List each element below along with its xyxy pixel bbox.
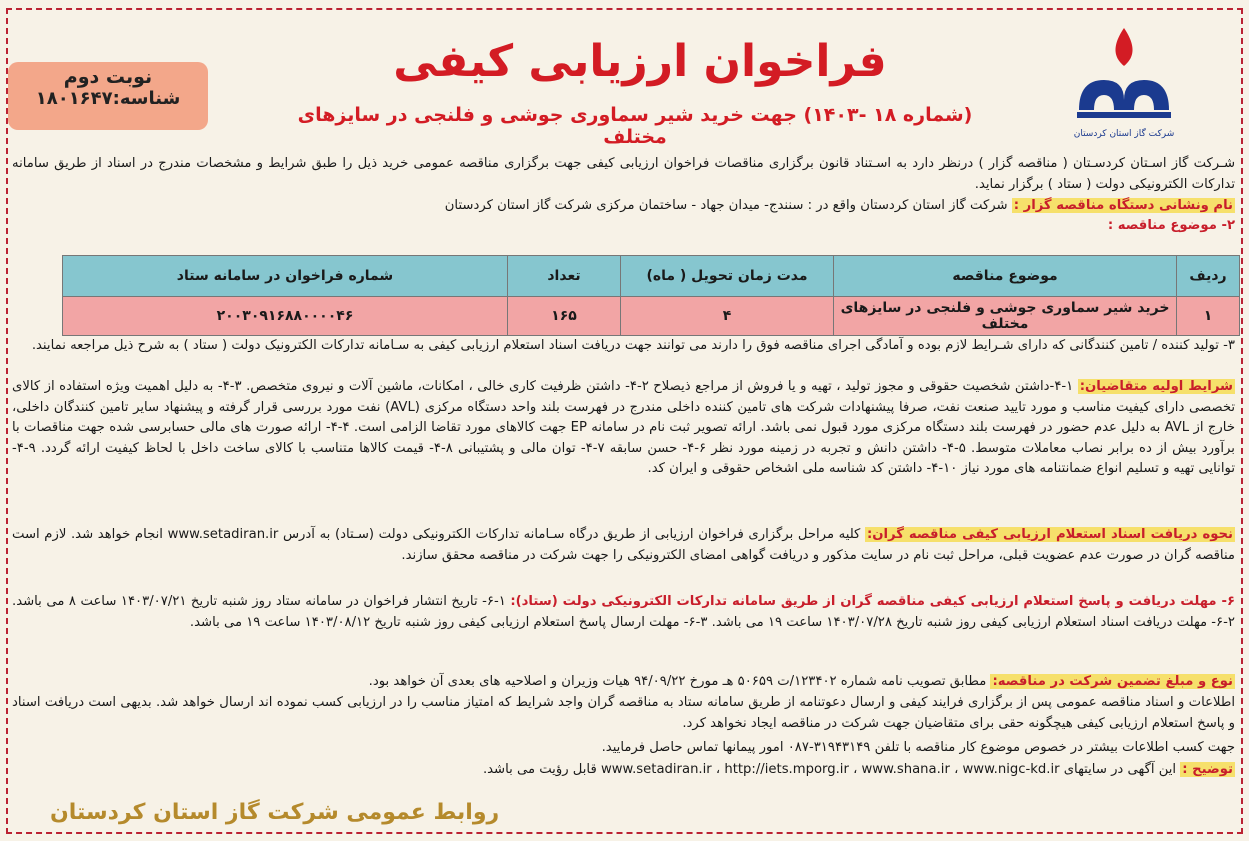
section-3-text: ۳- تولید کننده / تامین کنندگانی که دارای شـرایط لازم بوده و آمادگی اجرای مناقصه فوق را دارند می توانند جهت دریافت اسناد استعلام ارزیابی کیفی به سـامانه تدارکات الکترونیک دولت ( ستاد ) به شرح ذیل مراجعه نمایند.	[31, 338, 1235, 353]
section-4	[12, 377, 1235, 480]
note-heading: توضیح :	[1182, 762, 1233, 777]
note-text: این آگهی در سایتهای www.setadiran.ir ، http://iets.mporg.ir ، www.shana.ir ، www.nigc-kd.ir قابل رؤیت می باشد.	[482, 762, 1177, 777]
col-delivery: مدت زمان تحویل ( ماه)	[621, 256, 834, 297]
intro-text: شـرکت گاز اسـتان کردسـتان ( مناقصه گزار ) درنظر دارد به اسـتناد قانون برگزاری مناقصات فراخوان ارزیابی کیفی جهت برگزاری مناقصه عمومی خرید ذیل را طبق شرایط و مشخصات مندرج در اسناد از طریق سامانه تدارکات الکترونیکی دولت ( ستاد ) برگزار نماید.	[12, 156, 1235, 192]
cell-row: ۱	[1177, 297, 1240, 336]
col-quantity: تعداد	[508, 256, 621, 297]
paragraph-8-text: اطلاعات و اسناد مناقصه عمومی پس از برگزاری فرایند کیفی و ارسال دعوتنامه از طریق سامانه ستاد به مناقصه گران واجد شرایط که امتیاز مناسب را در ارزیابی کسب نموده اند ارسال خواهد شد. بدیهی است دریافت اسناد و پاسخ استعلام ارزیابی کیفی هیچگونه حقی برای متقاضیان جهت شرکت در مناقصه ایجاد نخواهد کرد.	[12, 695, 1235, 731]
section-5-text: کلیه مراحل برگزاری فراخوان ارزیابی از طریق درگاه سـامانه تدارکات الکترونیکی دولت (سـتاد) به آدرس www.setadiran.ir انجام خواهد شد. لازم است مناقصه گران در صورت عدم عضویت قبلی، مراحل ثبت نام در سایت مذکور و دریافت گواهی امضای الکترونیکی را جهت شرکت در مناقصه محقق سازند.	[12, 527, 1235, 563]
note	[12, 760, 1235, 781]
section-5-heading: نحوه دریافت اسناد استعلام ارزیابی کیفی مناقصه گران:	[866, 527, 1233, 542]
section-1-text: شرکت گاز استان کردستان واقع در : سنندج- میدان جهاد - ساختمان مرکزی شرکت گاز استان کردستان	[444, 198, 1008, 213]
section-7-text: مطابق تصویب نامه شماره ۱۲۳۴۰۲/ت ۵۰۶۵۹ هـ مورخ ۹۴/۰۹/۲۲ هیات وزیران و اصلاحیه های بعدی آن خواهد بود.	[368, 674, 987, 689]
section-4-heading: شرایط اولیه متقاضیان:	[1079, 379, 1233, 394]
notice-subtitle: (شماره ۱۸ -۱۴۰۳) جهت خرید شیر سماوری جوشی و فلنجی در سایزهای مختلف	[297, 104, 973, 148]
notice-id: شناسه:۱۸۰۱۶۴۷	[35, 88, 181, 109]
paragraph-9	[12, 738, 1235, 759]
section-2	[12, 216, 1235, 237]
section-1-heading: نام ونشانی دستگاه مناقصه گزار :	[1013, 198, 1233, 213]
table-header-row	[63, 256, 1240, 297]
table-row	[63, 297, 1240, 336]
col-row: ردیف	[1177, 256, 1240, 297]
section-5	[12, 525, 1235, 566]
cell-delivery: ۴	[621, 297, 834, 336]
nigc-logo-icon	[1059, 20, 1189, 150]
section-6-text: ۱-۶- تاریخ انتشار فراخوان در سامانه ستاد روز شنبه تاریخ ۱۴۰۳/۰۷/۲۱ ساعت ۸ می باشد. ۲-۶- مهلت دریافت اسناد استعلام ارزیابی کیفی روز شنبه تاریخ ۱۴۰۳/۰۷/۲۸ ساعت ۱۹ می باشد. ۳-۶- مهلت ارسال پاسخ استعلام ارزیابی کیفی روز شنبه تاریخ ۱۴۰۳/۰۸/۱۲ ساعت ۱۹ می باشد.	[12, 594, 1235, 630]
notice-badge	[8, 62, 208, 130]
section-3	[12, 336, 1235, 357]
paragraph-9-text: جهت کسب اطلاعات بیشتر در خصوص موضوع کار مناقصه با تلفن ۳۱۹۴۳۱۴۹-۰۸۷ امور پیمانها تماس حاصل فرمایید.	[601, 740, 1235, 755]
cell-subject: خرید شیر سماوری جوشی و فلنجی در سایزهای مختلف	[834, 297, 1177, 336]
section-7	[12, 672, 1235, 693]
paragraph-8	[12, 693, 1235, 734]
logo-caption: شرکت گاز استان کردستان	[1073, 129, 1175, 139]
section-7-heading: نوع و مبلغ تضمین شرکت در مناقصه:	[992, 674, 1233, 689]
cell-call-number: ۲۰۰۳۰۹۱۶۸۸۰۰۰۰۴۶	[63, 297, 508, 336]
section-6-heading: ۶- مهلت دریافت و پاسخ استعلام ارزیابی کیفی مناقصه گران از طریق سامانه تدارکات الکترونیکی دولت (ستاد):	[510, 594, 1236, 609]
round-label: نوبت دوم	[63, 66, 153, 88]
col-call-number: شماره فراخوان در سامانه ستاد	[63, 256, 508, 297]
cell-quantity: ۱۶۵	[508, 297, 621, 336]
section-4-text: ۱-۴-داشتن شخصیت حقوقی و مجوز تولید ، تهیه و یا فروش از مراجع ذیصلاح ۲-۴- داشتن ظرفیت کاری خالی ، امکانات، ماشین آلات و نیروی متخصص. ۳-۴- به دلیل اهمیت ویژه استفاده از کالای تخصصی دارای کیفیت مناسب و مورد تایید صنعت نفت، صرفا پیشنهادات شرکت های تامین کننده داخلی مندرج در فهرست بلند واحد دستگاه مرکزی (AVL) نفت مورد بررسی قرار گرفته و پیشنهاد سایر تامین کنندگان داخلی، خارج از AVL به دلیل عدم حضور در فهرست بلند دستگاه مرکزی مورد قبول نمی باشد. ارائه تصویر ثبت نام در سامانه EP جهت کالاهای مورد تقاضا الزامی است. ۴-۴- ارائه صورت های مالی حسابرسی شده جهت مناقصات با برآورد بیش از ده برابر نصاب معاملات متوسط. ۵-۴- داشتن دانش و تجربه در زمینه مورد نظر ۶-۴- حسن سابقه ۷-۴- توان مالی و پشتیبانی ۸-۴- قیمت کالاها متناسب با کالای ساخت داخل با لحاظ کیفیت ارائه گردد. ۹-۴- توانایی تهیه و تسلیم انواع ضمانتنامه های مورد نیاز ۱۰-۴- داشتن کد شناسه ملی اشخاص حقوقی و ایران کد.	[12, 379, 1235, 477]
section-2-heading: ۲- موضوع مناقصه :	[1107, 218, 1235, 233]
col-subject: موضوع مناقصه	[834, 256, 1177, 297]
intro-paragraph	[12, 154, 1235, 195]
section-6	[12, 592, 1235, 633]
section-1	[12, 196, 1235, 217]
tender-table	[62, 255, 1240, 336]
notice-title: فراخوان ارزیابی کیفی	[393, 36, 887, 87]
public-relations-signature: روابط عمومی شرکت گاز استان کردستان	[50, 800, 500, 825]
